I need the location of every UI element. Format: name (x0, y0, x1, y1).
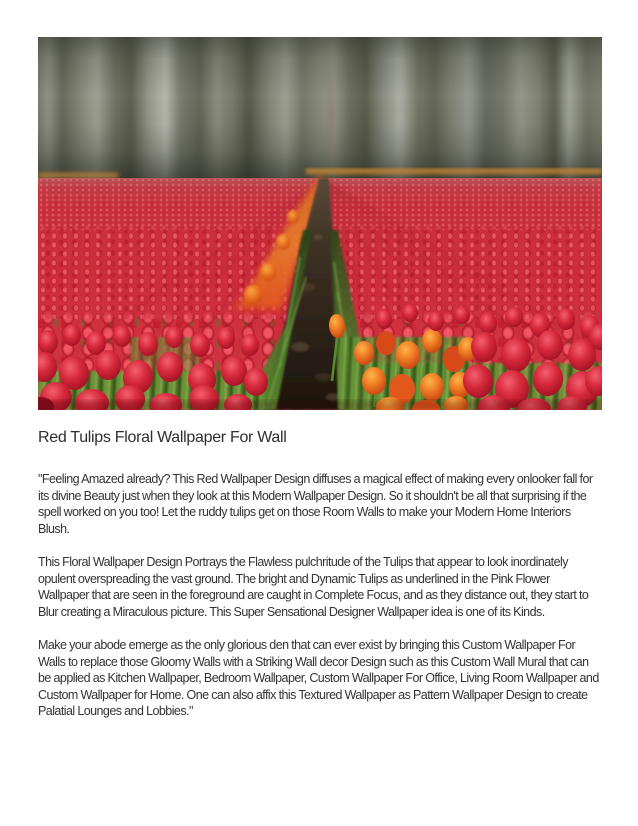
bottom-vignette (38, 400, 602, 410)
page-title: Red Tulips Floral Wallpaper For Wall (38, 429, 287, 446)
paragraph-3: Make your abode emerge as the only glorious den that can ever exist by bringing this Custom Wallpaper For Walls to replace those Gloomy Walls with a Striking Wall decor Design such as this Custom Wall Mural that can be applied as Kitchen Wallpaper, Bedroom Wallpaper, Custom Wallpaper For Office, Living Room Wallpaper and Custom Wallpaper for Home. One can also affix this Textured Wallpaper as Pattern Wallpaper Design to create Palatial Lounges and Lobbies." (38, 638, 599, 718)
red-tulips-field-photo (38, 37, 602, 410)
horizon-orange-strips (38, 169, 602, 178)
article-content (38, 410, 602, 720)
tulip-field-artwork (38, 37, 602, 410)
paragraph-1: "Feeling Amazed already? This Red Wallpaper Design diffuses a magical effect of making every onlooker fall for its divine Beauty just when they look at this Modern Wallpaper Design. So it shouldn't be all that surprising if the spell worked on you too! Let the ruddy tulips get on those Room Walls to make your Modern Home Interiors Blush. (38, 472, 593, 536)
paragraph-2: This Floral Wallpaper Design Portrays the Flawless pulchritude of the Tulips that appear to look inordinately opulent overspreading the vast ground. The bright and Dynamic Tulips as underlined in the Pink Flower Wallpaper that are seen in the foreground are caught in Complete Focus, and as they distance out, they start to Blur creating a Miraculous picture. This Super Sensational Designer Wallpaper idea is one of its Kinds. (38, 555, 589, 619)
